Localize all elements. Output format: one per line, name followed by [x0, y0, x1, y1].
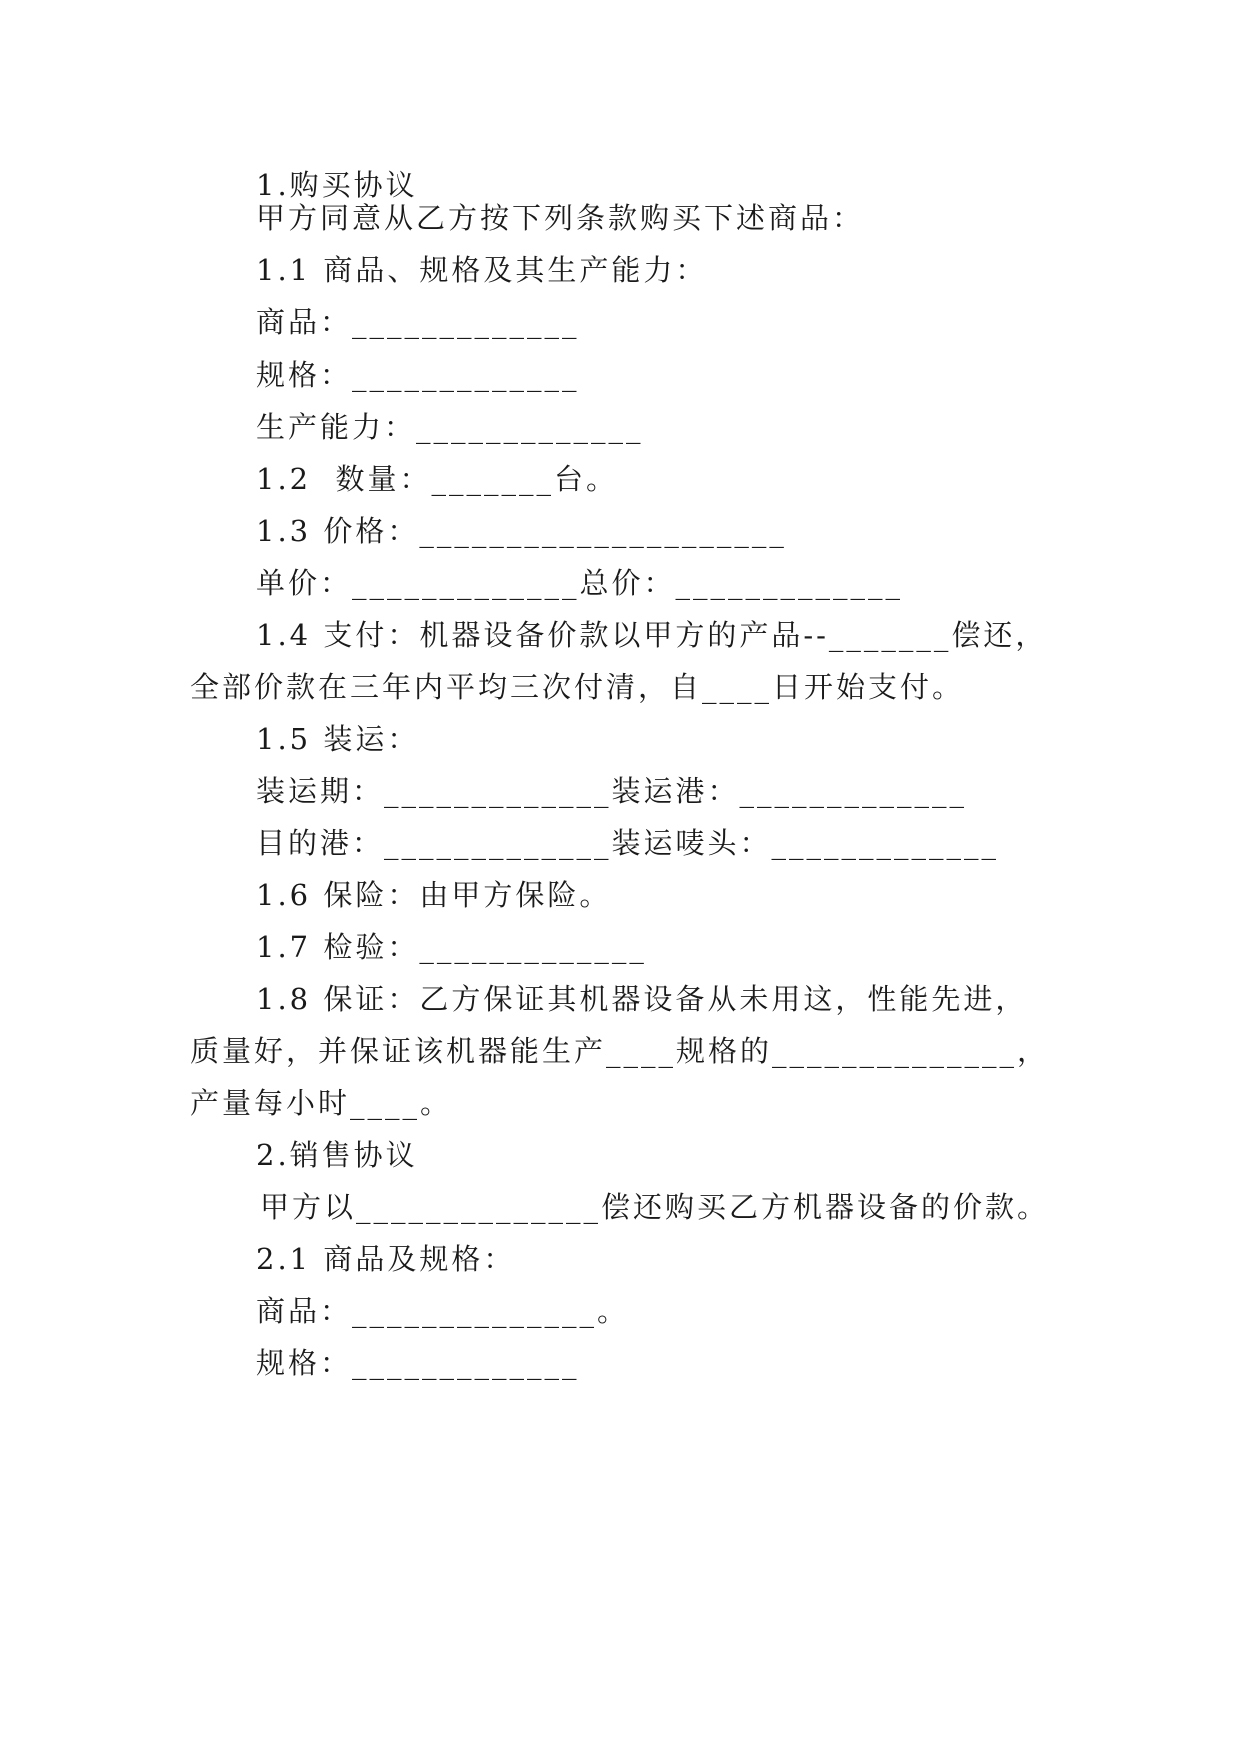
paragraph-line: 质量好，并保证该机器能生产____规格的______________， — [190, 1034, 1050, 1068]
clause-1-7: 1.7 检验：_____________ — [256, 930, 647, 964]
field-shipment: 装运期：_____________装运港：_____________ — [256, 774, 968, 808]
field-unit-total-price: 单价：_____________总价：_____________ — [256, 566, 904, 600]
paragraph-line: 全部价款在三年内平均三次付清，自____日开始支付。 — [190, 670, 965, 704]
clause-1-6: 1.6 保险：由甲方保险。 — [256, 878, 612, 912]
clause-1-1: 1.1 商品、规格及其生产能力： — [256, 253, 708, 287]
paragraph-line: 甲方同意从乙方按下列条款购买下述商品： — [256, 201, 865, 235]
field-specification: 规格：_____________ — [256, 1346, 580, 1380]
field-goods: 商品：_____________ — [256, 305, 580, 339]
clause-1-5: 1.5 装运： — [256, 722, 420, 756]
field-goods: 商品：______________。 — [256, 1294, 630, 1328]
paragraph-line: 产量每小时____。 — [190, 1086, 453, 1120]
field-destination: 目的港：_____________装运唛头：_____________ — [256, 826, 1000, 860]
clause-1-3: 1.3 价格：_____________________ — [256, 514, 787, 548]
paragraph-line: 甲方以______________偿还购买乙方机器设备的价款。 — [260, 1190, 1050, 1224]
clause-1-4: 1.4 支付：机器设备价款以甲方的产品--_______偿还， — [256, 618, 1048, 652]
heading-sales-agreement: 2.销售协议 — [256, 1138, 418, 1172]
field-capacity: 生产能力：_____________ — [256, 410, 644, 444]
clause-2-1: 2.1 商品及规格： — [256, 1242, 516, 1276]
clause-1-2: 1.2 数量：_______台。 — [256, 462, 619, 496]
heading-purchase-agreement: 1.购买协议 — [256, 168, 418, 202]
field-specification: 规格：_____________ — [256, 358, 580, 392]
clause-1-8: 1.8 保证：乙方保证其机器设备从未用这，性能先进， — [256, 982, 1028, 1016]
